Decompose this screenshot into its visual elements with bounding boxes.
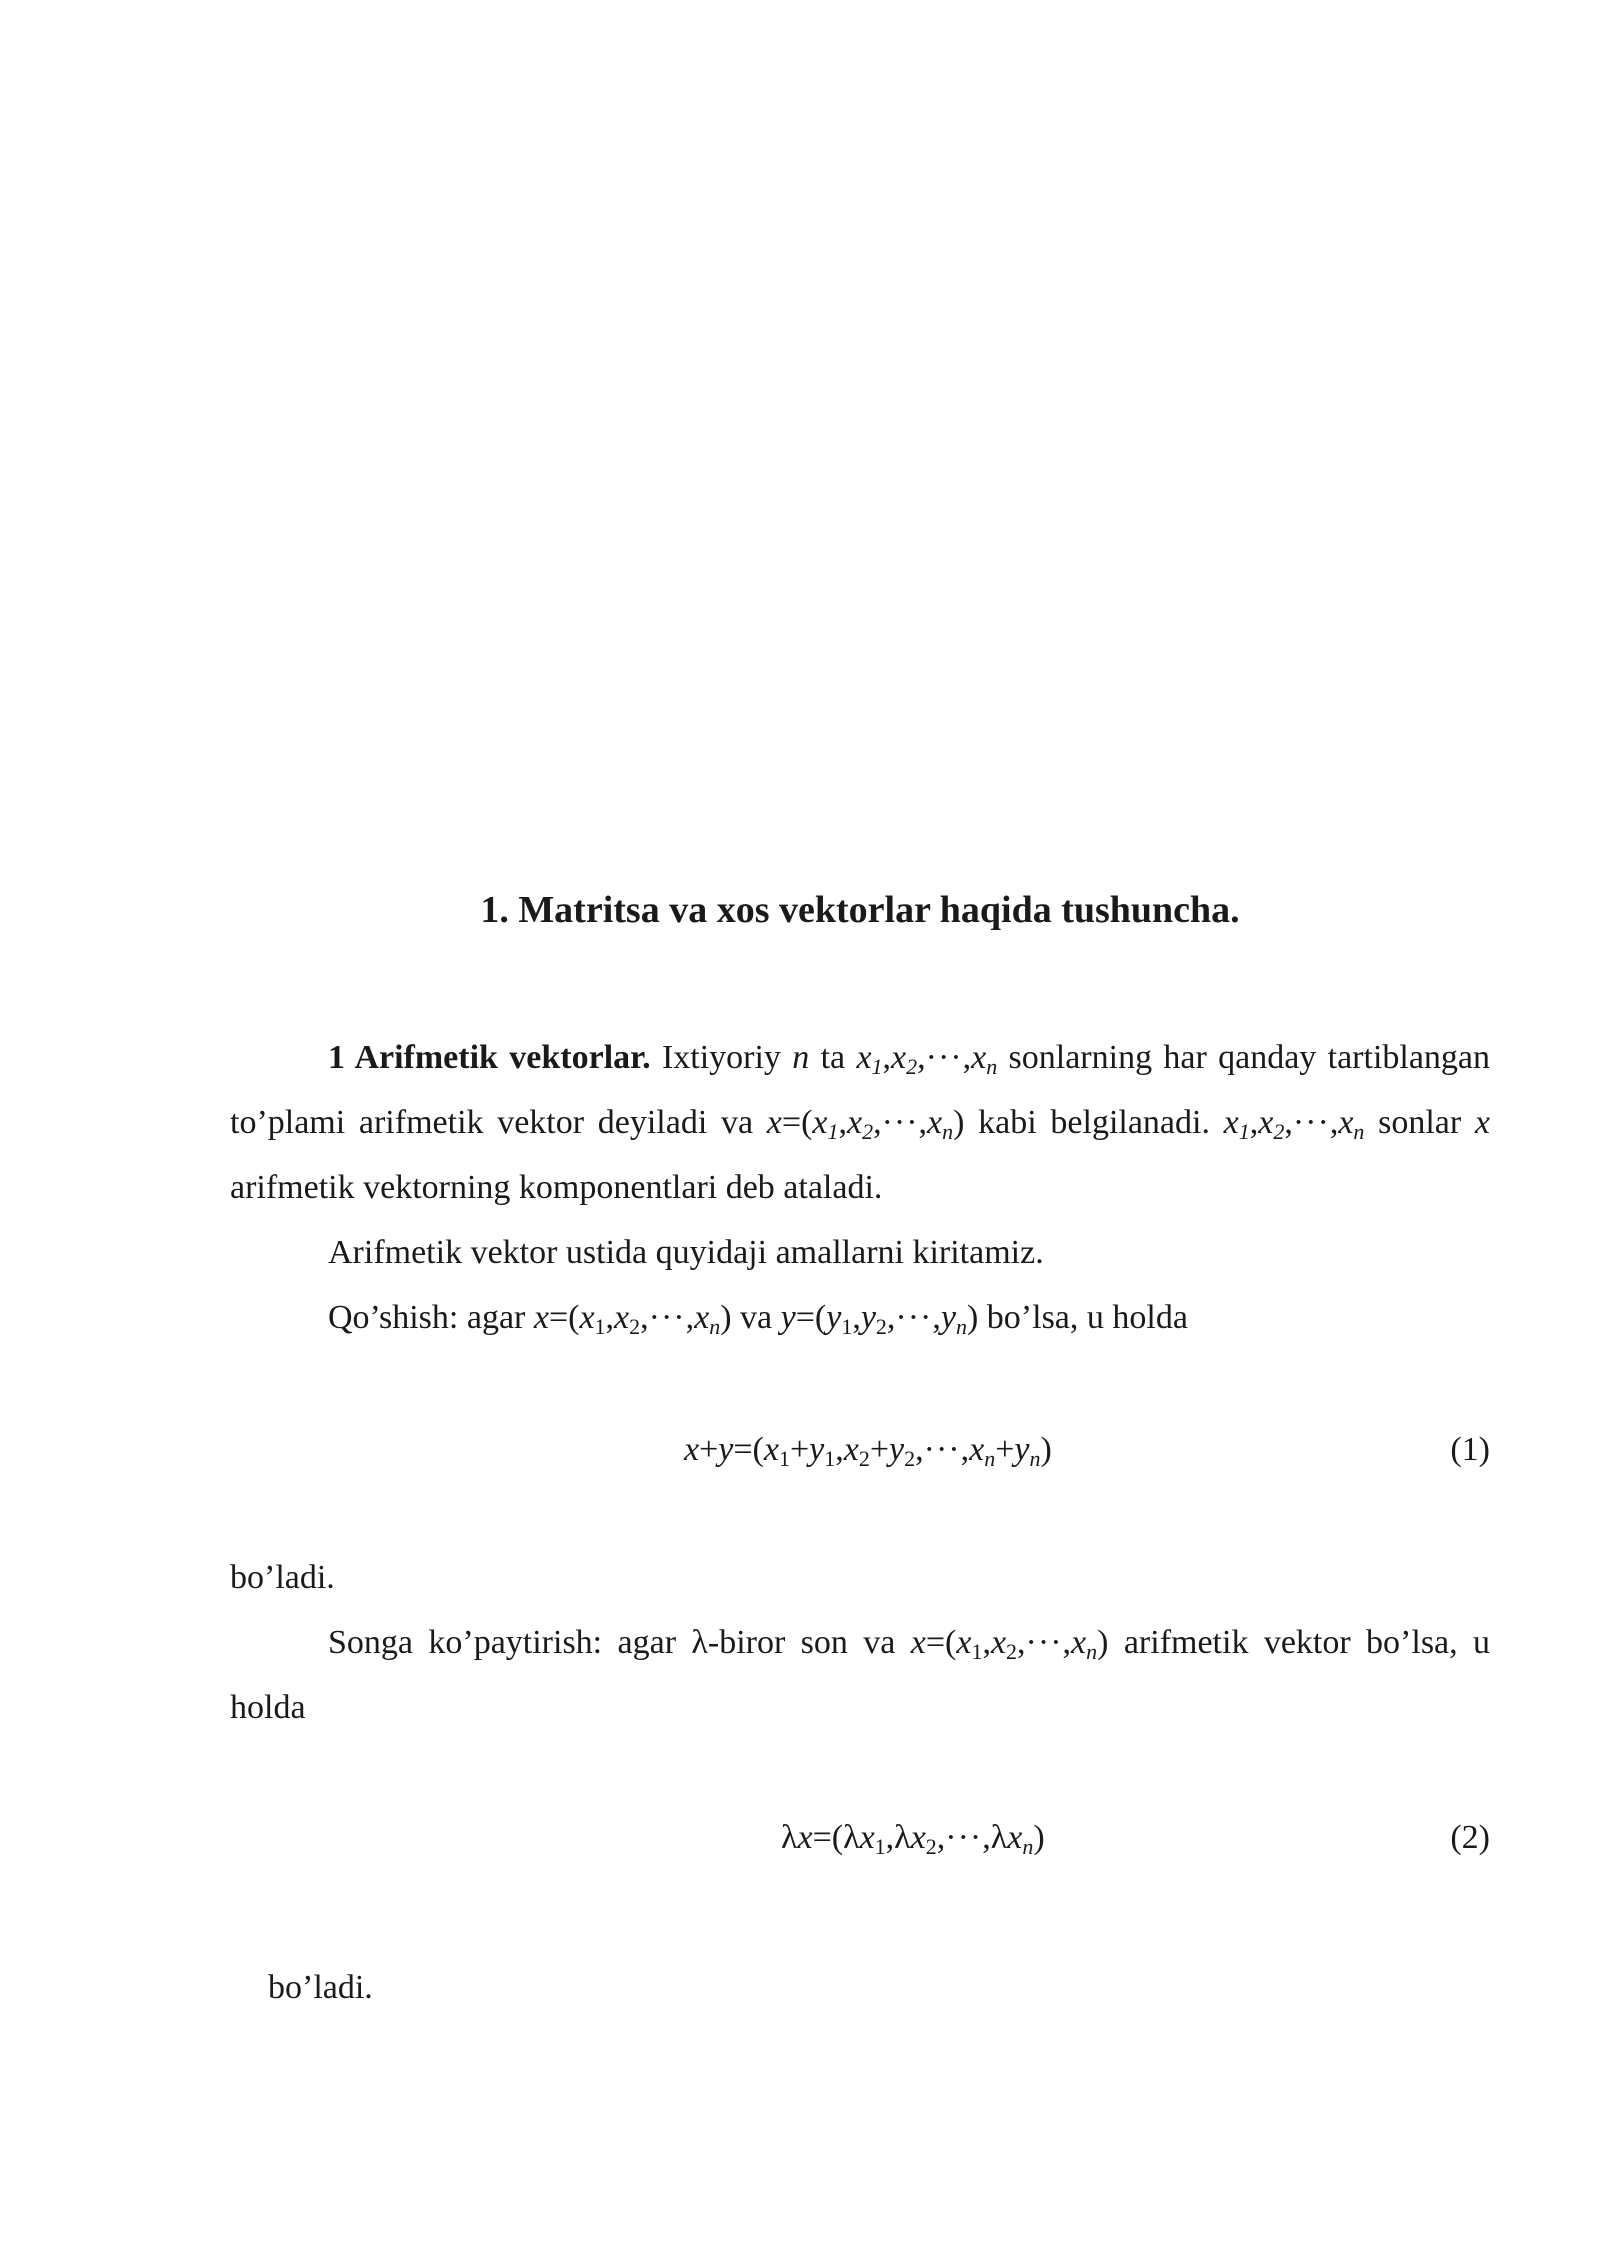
text-run: Qo’shish: agar <box>328 1299 526 1336</box>
paragraph-definition <box>230 1025 1490 1220</box>
math-expr: $x=(x_1,x_2,\cdot\cdot\cdot,x_n)$ <box>910 1624 1109 1664</box>
text-run: bo’lsa, u holda <box>986 1299 1188 1336</box>
text-run: arifmetik vektor bo’lsa, u holda <box>230 1624 1491 1726</box>
paragraph-result: bo’ladi. <box>230 1559 335 1596</box>
text-run: Songa ko’paytirish: agar λ-biror son va <box>328 1624 896 1661</box>
paragraph-scalar-multiplication <box>230 1610 1490 1740</box>
paragraph-addition <box>230 1285 1490 1350</box>
equation-number: (1) <box>1450 1431 1490 1468</box>
text-run: va <box>740 1299 773 1336</box>
formula-expression: $\lambda x=(\lambda x_1,\lambda x_2,\cdot\cdot\cdot,\lambda x_n)$ <box>781 1819 1045 1859</box>
text-run: kabi belgilanadi. <box>978 1104 1210 1141</box>
formula-expression: $x+y=(x_1+y_1,x_2+y_2,\cdot\cdot\cdot,x_n+y_n)$ <box>684 1431 1052 1471</box>
equation-number: (2) <box>1450 1819 1490 1856</box>
math-expr: $x=(x_1,x_2,\cdot\cdot\cdot,x_n)$ <box>533 1299 732 1339</box>
math-expr: $x_1,x_2,\cdot\cdot\cdot,x_n$ <box>1223 1104 1365 1144</box>
paragraph-result: bo’ladi. <box>268 1969 373 2006</box>
math-expr: $y=(y_1,y_2,\cdot\cdot\cdot,y_n)$ <box>780 1299 979 1339</box>
paragraph-operations: Arifmetik vektor ustida quyidaji amallarni kiritamiz. <box>328 1234 1044 1271</box>
text-run: ta <box>820 1039 846 1076</box>
math-expr: $x_1,x_2,\cdot\cdot\cdot,x_n$ <box>856 1039 998 1079</box>
text-run: sonlarning har qanday tartiblangan to’plami arifmetik vektor deyiladi va <box>230 1039 1491 1141</box>
text-run: Ixtiyoriy <box>661 1039 781 1076</box>
subsection-heading: 1 Arifmetik vektorlar. <box>328 1039 651 1076</box>
section-title: 1. Matritsa va xos vektorlar haqida tushuncha. <box>480 889 1240 931</box>
math-var: x <box>1474 1104 1491 1141</box>
math-var: n <box>792 1039 810 1076</box>
math-expr: $x=(x_1,x_2,\cdot\cdot\cdot,x_n)$ <box>766 1104 965 1144</box>
text-run: arifmetik vektorning komponentlari deb ataladi. <box>230 1169 883 1206</box>
text-run: sonlar <box>1378 1104 1462 1141</box>
